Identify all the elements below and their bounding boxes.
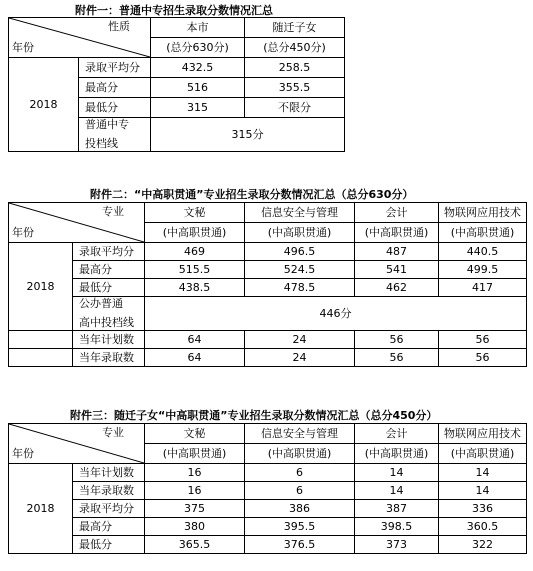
data-cell: 355.5 [245, 78, 345, 98]
data-cell: 56 [355, 349, 439, 367]
data-cell: 64 [145, 349, 245, 367]
col-header: 信息安全与管理 [245, 203, 355, 223]
table3-title: 附件三：随迁子女“中高职贯通”专业招生录取分数情况汇总（总分450分） [70, 409, 438, 422]
table1-title: 附件一：普通中专招生录取分数情况汇总 [75, 4, 273, 17]
row-label: 最低分 [73, 536, 145, 554]
row-label: 录取平均分 [79, 58, 151, 78]
col-header: 文秘 [145, 203, 245, 223]
data-cell: 56 [439, 349, 527, 367]
row-label: 当年计划数 [73, 331, 145, 349]
row-label: 最低分 [73, 279, 145, 297]
data-cell: 64 [145, 331, 245, 349]
data-cell: 516 [151, 78, 245, 98]
col-subheader: (总分630分) [151, 38, 245, 58]
data-cell: 496.5 [245, 243, 355, 261]
table2 [8, 202, 527, 367]
corner-top-label: 性质 [108, 20, 130, 33]
data-cell: 14 [439, 482, 527, 500]
col-subheader: (中高职贯通) [355, 444, 439, 464]
table2-title: 附件二：“中高职贯通”专业招生录取分数情况汇总（总分630分） [90, 188, 414, 201]
data-cell: 541 [355, 261, 439, 279]
table1-corner-header [9, 18, 151, 58]
row-label: 最低分 [79, 98, 151, 118]
data-cell: 16 [145, 464, 245, 482]
data-cell: 360.5 [439, 518, 527, 536]
row-label: 当年计划数 [73, 464, 145, 482]
data-cell: 6 [245, 464, 355, 482]
row-label: 最高分 [79, 78, 151, 98]
data-cell: 322 [439, 536, 527, 554]
corner-bottom-label: 年份 [12, 226, 34, 239]
data-cell: 6 [245, 482, 355, 500]
row-label [73, 297, 145, 331]
col-header: 会计 [355, 203, 439, 223]
row-label: 当年录取数 [73, 482, 145, 500]
data-cell: 462 [355, 279, 439, 297]
data-cell: 16 [145, 482, 245, 500]
data-cell: 469 [145, 243, 245, 261]
data-cell: 24 [245, 349, 355, 367]
data-cell: 524.5 [245, 261, 355, 279]
col-header: 文秘 [145, 424, 245, 444]
col-subheader: (中高职贯通) [439, 223, 527, 243]
table1 [8, 17, 345, 152]
table3-corner-header [9, 424, 145, 464]
data-cell: 375 [145, 500, 245, 518]
data-cell: 14 [439, 464, 527, 482]
data-cell: 376.5 [245, 536, 355, 554]
col-header: 物联网应用技术 [439, 203, 527, 223]
empty-cell [9, 349, 73, 367]
col-subheader: (中高职贯通) [145, 444, 245, 464]
line-label-1: 公办普通 [79, 297, 123, 310]
col-header: 物联网应用技术 [439, 424, 527, 444]
data-cell: 499.5 [439, 261, 527, 279]
data-cell: 398.5 [355, 518, 439, 536]
data-cell: 336 [439, 500, 527, 518]
row-label: 最高分 [73, 261, 145, 279]
col-subheader: (中高职贯通) [145, 223, 245, 243]
merged-value-cell: 315分 [151, 118, 345, 152]
merged-value-cell: 446分 [145, 297, 527, 331]
corner-top-label: 专业 [102, 205, 124, 218]
year-cell: 2018 [9, 243, 73, 331]
col-header: 随迁子女 [245, 18, 345, 38]
data-cell: 不限分 [245, 98, 345, 118]
data-cell: 432.5 [151, 58, 245, 78]
data-cell: 380 [145, 518, 245, 536]
data-cell: 395.5 [245, 518, 355, 536]
data-cell: 417 [439, 279, 527, 297]
data-cell: 438.5 [145, 279, 245, 297]
data-cell: 515.5 [145, 261, 245, 279]
line-label-1: 普通中专 [85, 118, 129, 131]
data-cell: 14 [355, 482, 439, 500]
data-cell: 24 [245, 331, 355, 349]
data-cell: 487 [355, 243, 439, 261]
data-cell: 387 [355, 500, 439, 518]
data-cell: 373 [355, 536, 439, 554]
col-header: 本市 [151, 18, 245, 38]
table2-corner-header [9, 203, 145, 243]
data-cell: 365.5 [145, 536, 245, 554]
col-subheader: (中高职贯通) [355, 223, 439, 243]
data-cell: 386 [245, 500, 355, 518]
corner-bottom-label: 年份 [12, 41, 34, 54]
year-cell: 2018 [9, 58, 79, 152]
data-cell: 478.5 [245, 279, 355, 297]
data-cell: 56 [355, 331, 439, 349]
empty-cell [9, 331, 73, 349]
row-label [79, 118, 151, 152]
data-cell: 440.5 [439, 243, 527, 261]
data-cell: 258.5 [245, 58, 345, 78]
year-cell: 2018 [9, 464, 73, 554]
col-header: 信息安全与管理 [245, 424, 355, 444]
corner-bottom-label: 年份 [12, 447, 34, 460]
table3 [8, 423, 527, 554]
data-cell: 56 [439, 331, 527, 349]
col-subheader: (总分450分) [245, 38, 345, 58]
line-label-2: 投档线 [85, 137, 118, 150]
col-subheader: (中高职贯通) [245, 444, 355, 464]
col-header: 会计 [355, 424, 439, 444]
row-label: 当年录取数 [73, 349, 145, 367]
corner-top-label: 专业 [102, 426, 124, 439]
row-label: 录取平均分 [73, 500, 145, 518]
col-subheader: (中高职贯通) [245, 223, 355, 243]
line-label-2: 高中投档线 [79, 316, 134, 329]
col-subheader: (中高职贯通) [439, 444, 527, 464]
data-cell: 315 [151, 98, 245, 118]
row-label: 最高分 [73, 518, 145, 536]
data-cell: 14 [355, 464, 439, 482]
row-label: 录取平均分 [73, 243, 145, 261]
